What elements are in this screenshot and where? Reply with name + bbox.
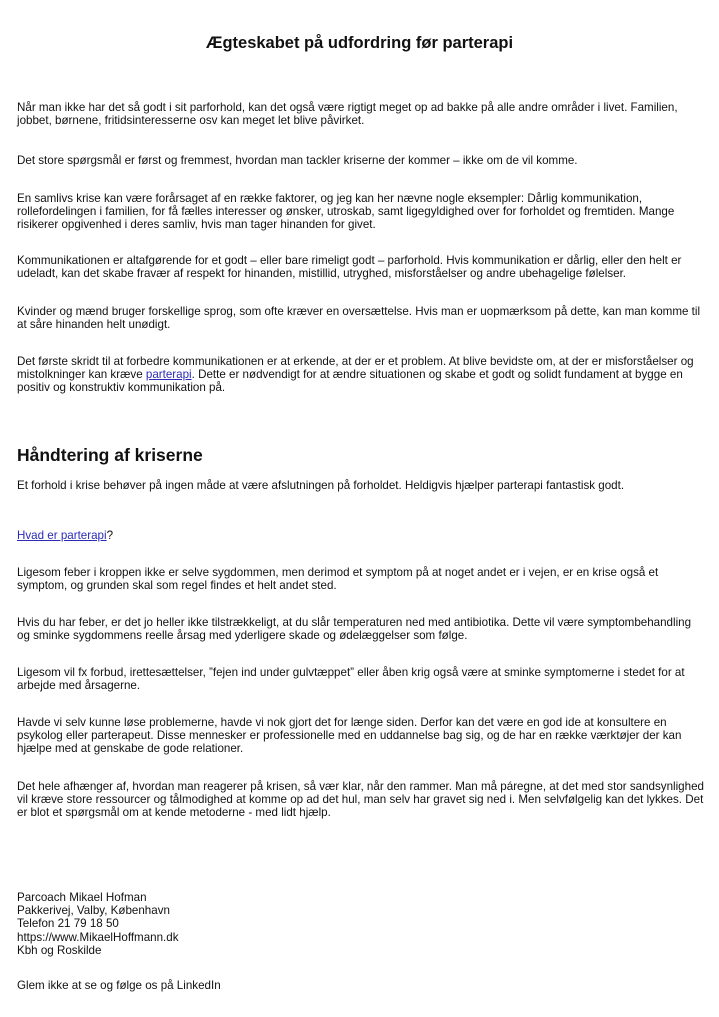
- contact-locations: Kbh og Roskilde: [17, 943, 102, 957]
- page-title: Ægteskabet på udfordring før parterapi: [205, 34, 514, 52]
- section-heading-crisis-handling: Håndtering af kriserne: [17, 445, 203, 465]
- paragraph-masking-symptoms: Ligesom vil fx forbud, irettesættelser, ”fejen ind under gulvtæppet” eller åben krig også være at sminke symptomerne i stedet for at arbejde med årsagerne.: [17, 666, 685, 693]
- parterapi-link[interactable]: parterapi: [145, 368, 192, 382]
- contact-block: [17, 891, 705, 957]
- paragraph-first-step: [17, 355, 705, 395]
- paragraph-communication: Kommunikationen er altafgørende for et godt – eller bare rimeligt godt – parforhold. Hvis kommunikation er dårlig, eller den helt er udeladt, kan det skabe fravær af respekt for hinanden, mistillid, utryghed, misforståelser og andre ubehagelige følelser.: [17, 254, 682, 281]
- footer-linkedin-note: Glem ikke at se og følge os på LinkedIn: [17, 979, 221, 992]
- paragraph-relationship-crisis: Et forhold i krise behøver på ingen måde at være afslutningen på forholdet. Heldigvis hjælper parterapi fantastisk godt.: [17, 479, 625, 492]
- paragraph-crisis-causes: En samlivs krise kan være forårsaget af en række faktorer, og jeg kan her nævne nogle eksempler: Dårlig kommunikation, rollefordelingen i familien, for få fælles interesser og ønsker, utroskab, samt ligegyldighed over for forholdet og fremtiden. Mange risikerer opgivenhed i deres samliv, hvis man tager hinanden for givet.: [17, 192, 675, 232]
- paragraph-first-step-text-after: . Dette er nødvendigt for at ændre situationen og skabe et godt og solidt fundament at bygge en positiv og konstruktiv kommunikation på.: [17, 368, 683, 395]
- contact-website: https://www.MikaelHoffmann.dk: [17, 930, 179, 944]
- paragraph-fever-analogy: Ligesom feber i kroppen ikke er selve sygdommen, men derimod et symptom på at noget andet er i vejen, er en krise også et symptom, og grunden skal som regel findes et helt andet sted.: [17, 566, 659, 593]
- paragraph-reaction: Det hele afhænger af, hvordan man reagerer på krisen, så vær klar, når den rammer. Man må páregne, at det med stor sandsynlighed vil kræve store ressourcer og tålmodighed at komme op ad det hul, man selv har gravet sig ned i. Men selvfølgelig kan det lykkes. Det er blot et spørgsmål om at kende metoderne - med lidt hjælp.: [17, 780, 704, 820]
- paragraph-question: Det store spørgsmål er først og fremmest, hvordan man tackler kriserne der kommer – ikke om de vil komme.: [17, 154, 578, 167]
- contact-name: Parcoach Mikael Hofman: [17, 891, 147, 904]
- what-is-parterapi-link[interactable]: Hvad er parterapi: [17, 529, 107, 542]
- question-mark: ?: [106, 529, 114, 542]
- paragraph-symptom-treatment: Hvis du har feber, er det jo heller ikke tilstrækkeligt, at du slår temperaturen ned med antibiotika. Dette vil være symptombehandling og sminke sygdommens reelle årsag med yderligere skade og ødelæggelser som følge.: [17, 616, 692, 643]
- paragraph-what-is-couples-therapy: [17, 529, 705, 542]
- contact-address: Pakkerivej, Valby, København: [17, 904, 170, 918]
- paragraph-languages: Kvinder og mænd bruger forskellige sprog, som ofte kræver en oversættelse. Hvis man er uopmærksom på dette, kan man komme til at såre hinanden helt unødigt.: [17, 305, 701, 332]
- paragraph-first-step-text-before: Det første skridt til at forbedre kommunikationen er at erkende, at der er et problem. At blive bevidste om, at der er misforståelser og mistolkninger kan kræve: [17, 355, 694, 382]
- contact-phone: Telefon 21 79 18 50: [17, 917, 119, 931]
- paragraph-consult-therapist: Havde vi selv kunne løse problemerne, havde vi nok gjort det for længe siden. Derfor kan det være en god ide at konsultere en psykolog eller parterapeut. Disse mennesker er professionelle med en uddannelse bag sig, og de har en række værktøjer der kan hjælpe med at genskabe de gode relationer.: [17, 716, 682, 756]
- paragraph-intro: Når man ikke har det så godt i sit parforhold, kan det også være rigtigt meget op ad bakke på alle andre områder i livet. Familien, jobbet, børnene, fritidsinteresserne osv kan meget let blive påvirket.: [17, 101, 678, 128]
